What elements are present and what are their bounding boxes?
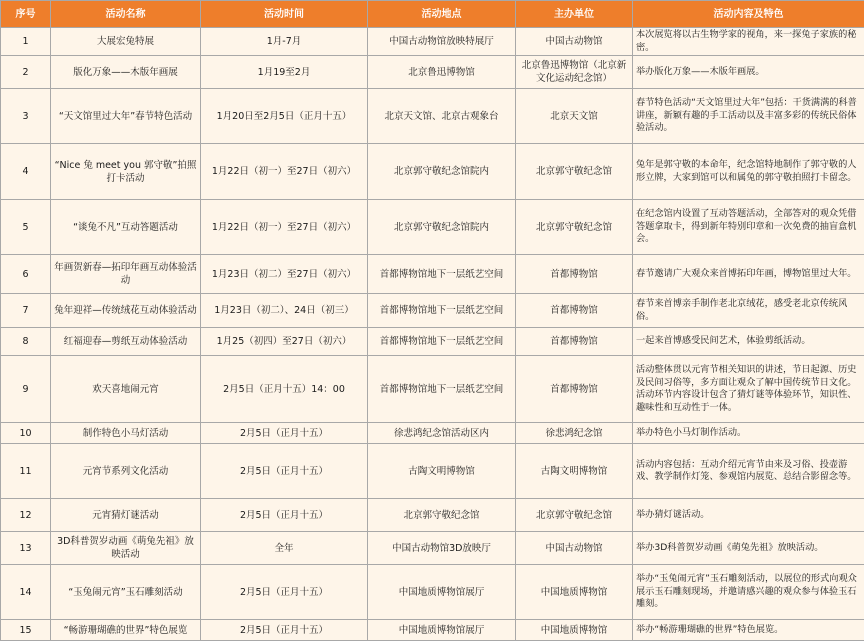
row-place: 古陶文明博物馆 <box>368 444 516 499</box>
row-place: 北京郭守敬纪念馆院内 <box>368 200 516 255</box>
row-name: 元宵猜灯谜活动 <box>51 499 201 532</box>
row-organizer: 首都博物馆 <box>516 328 633 356</box>
row-content: 举办“畅游珊瑚礁的世界”特色展览。 <box>633 620 864 641</box>
row-place: 北京郭守敬纪念馆 <box>368 499 516 532</box>
row-organizer: 北京天文馆 <box>516 89 633 144</box>
table-row <box>1 294 864 328</box>
row-time: 1月23日（初二）、24日（初三） <box>201 294 368 328</box>
row-index: 15 <box>1 620 51 641</box>
row-name: 制作特色小马灯活动 <box>51 423 201 444</box>
row-organizer: 古陶文明博物馆 <box>516 444 633 499</box>
row-organizer: 中国地质博物馆 <box>516 620 633 641</box>
row-organizer: 首都博物馆 <box>516 294 633 328</box>
row-content: 兔年是郭守敬的本命年，纪念馆特地制作了郭守敬的人形立牌，大家到馆可以和属兔的郭守敬拍照打卡留念。 <box>633 144 864 200</box>
table-header <box>1 1 864 28</box>
row-time: 2月5日（正月十五） <box>201 444 368 499</box>
row-name: “谈兔不凡”互动答题活动 <box>51 200 201 255</box>
header-organizer: 主办单位 <box>516 1 633 28</box>
row-index: 4 <box>1 144 51 200</box>
row-time: 1月-7月 <box>201 28 368 56</box>
table-row <box>1 423 864 444</box>
row-place: 中国古动物馆放映特展厅 <box>368 28 516 56</box>
row-index: 10 <box>1 423 51 444</box>
table-row <box>1 56 864 89</box>
row-place: 首都博物馆地下一层纸艺空间 <box>368 294 516 328</box>
row-organizer: 中国古动物馆 <box>516 532 633 565</box>
row-name: “Nice 兔 meet you 郭守敬”拍照打卡活动 <box>51 144 201 200</box>
row-index: 5 <box>1 200 51 255</box>
row-time: 1月22日（初一）至27日（初六） <box>201 144 368 200</box>
row-index: 8 <box>1 328 51 356</box>
row-index: 6 <box>1 255 51 294</box>
row-index: 13 <box>1 532 51 565</box>
row-content: 活动内容包括：互动介绍元宵节由来及习俗、投壶游戏、教学制作灯笼、参观馆内展览、总结合影留念等。 <box>633 444 864 499</box>
table-row <box>1 328 864 356</box>
row-name: 大展宏兔特展 <box>51 28 201 56</box>
header-row <box>1 1 864 28</box>
row-place: 中国地质博物馆展厅 <box>368 565 516 620</box>
row-content: 春节邀请广大观众来首博拓印年画，博物馆里过大年。 <box>633 255 864 294</box>
header-place: 活动地点 <box>368 1 516 28</box>
row-index: 14 <box>1 565 51 620</box>
row-content: 举办版化万象——木版年画展。 <box>633 56 864 89</box>
row-place: 中国地质博物馆展厅 <box>368 620 516 641</box>
row-name: 兔年迎祥—传统绒花互动体验活动 <box>51 294 201 328</box>
row-content: 春节来首博亲手制作老北京绒花，感受老北京传统风俗。 <box>633 294 864 328</box>
row-organizer: 北京鲁迅博物馆（北京新文化运动纪念馆） <box>516 56 633 89</box>
row-time: 2月5日（正月十五） <box>201 565 368 620</box>
header-name: 活动名称 <box>51 1 201 28</box>
table-row <box>1 144 864 200</box>
row-organizer: 中国地质博物馆 <box>516 565 633 620</box>
row-time: 1月25（初四）至27日（初六） <box>201 328 368 356</box>
row-name: 3D科普贺岁动画《萌兔先祖》放映活动 <box>51 532 201 565</box>
row-content: 举办“玉兔闹元宵”玉石雕刻活动，以展位的形式向观众展示玉石雕刻现场，并邀请感兴趣的观众参与体验玉石雕刻。 <box>633 565 864 620</box>
table-row <box>1 200 864 255</box>
row-name: “畅游珊瑚礁的世界”特色展览 <box>51 620 201 641</box>
row-name: 红福迎春—剪纸互动体验活动 <box>51 328 201 356</box>
row-content: 举办3D科普贺岁动画《萌兔先祖》放映活动。 <box>633 532 864 565</box>
row-name: 版化万象——木版年画展 <box>51 56 201 89</box>
row-content: 活动整体贯以元宵节相关知识的讲述，节日起源、历史及民间习俗等，多方面让观众了解中国传统节日文化。活动环节内容设计包含了猜灯谜等体验环节，知识性、趣味性和互动性于一体。 <box>633 356 864 423</box>
row-name: “玉兔闹元宵”玉石雕刻活动 <box>51 565 201 620</box>
row-time: 全年 <box>201 532 368 565</box>
row-place: 北京天文馆、北京古观象台 <box>368 89 516 144</box>
row-organizer: 中国古动物馆 <box>516 28 633 56</box>
row-index: 12 <box>1 499 51 532</box>
table-row <box>1 444 864 499</box>
row-index: 1 <box>1 28 51 56</box>
row-content: 一起来首博感受民间艺术，体验剪纸活动。 <box>633 328 864 356</box>
row-content: 本次展览将以古生物学家的视角，来一探兔子家族的秘密。 <box>633 28 864 56</box>
row-organizer: 北京郭守敬纪念馆 <box>516 144 633 200</box>
row-content: 春节特色活动“天文馆里过大年”包括：干货满满的科普讲座，新颖有趣的手工活动以及丰富多彩的传统民俗体验活动。 <box>633 89 864 144</box>
row-place: 北京郭守敬纪念馆院内 <box>368 144 516 200</box>
row-organizer: 首都博物馆 <box>516 356 633 423</box>
table-row <box>1 620 864 641</box>
row-index: 7 <box>1 294 51 328</box>
row-content: 在纪念馆内设置了互动答题活动，全部答对的观众凭借答题拿取卡，得到新年特别印章和一次免费的抽盲盒机会。 <box>633 200 864 255</box>
row-content: 举办特色小马灯制作活动。 <box>633 423 864 444</box>
header-time: 活动时间 <box>201 1 368 28</box>
row-place: 北京鲁迅博物馆 <box>368 56 516 89</box>
row-place: 中国古动物馆3D放映厅 <box>368 532 516 565</box>
row-place: 徐悲鸿纪念馆活动区内 <box>368 423 516 444</box>
row-place: 首都博物馆地下一层纸艺空间 <box>368 255 516 294</box>
row-organizer: 北京郭守敬纪念馆 <box>516 499 633 532</box>
row-time: 2月5日（正月十五） <box>201 423 368 444</box>
row-time: 2月5日（正月十五） <box>201 620 368 641</box>
row-organizer: 首都博物馆 <box>516 255 633 294</box>
header-index: 序号 <box>1 1 51 28</box>
table-row <box>1 532 864 565</box>
table-row <box>1 89 864 144</box>
row-time: 2月5日（正月十五）14：00 <box>201 356 368 423</box>
row-name: 年画贺新春—拓印年画互动体验活动 <box>51 255 201 294</box>
row-organizer: 徐悲鸿纪念馆 <box>516 423 633 444</box>
row-name: “天文馆里过大年”春节特色活动 <box>51 89 201 144</box>
row-time: 1月22日（初一）至27日（初六） <box>201 200 368 255</box>
row-time: 1月20日至2月5日（正月十五） <box>201 89 368 144</box>
row-time: 1月19至2月 <box>201 56 368 89</box>
header-content: 活动内容及特色 <box>633 1 864 28</box>
row-time: 1月23日（初二）至27日（初六） <box>201 255 368 294</box>
table-row <box>1 255 864 294</box>
table-row <box>1 28 864 56</box>
table-row <box>1 356 864 423</box>
row-organizer: 北京郭守敬纪念馆 <box>516 200 633 255</box>
row-index: 2 <box>1 56 51 89</box>
row-index: 11 <box>1 444 51 499</box>
table-row <box>1 565 864 620</box>
row-content: 举办猜灯谜活动。 <box>633 499 864 532</box>
row-index: 3 <box>1 89 51 144</box>
row-place: 首都博物馆地下一层纸艺空间 <box>368 356 516 423</box>
row-index: 9 <box>1 356 51 423</box>
row-place: 首都博物馆地下一层纸艺空间 <box>368 328 516 356</box>
row-name: 元宵节系列文化活动 <box>51 444 201 499</box>
row-time: 2月5日（正月十五） <box>201 499 368 532</box>
row-name: 欢天喜地闹元宵 <box>51 356 201 423</box>
table-row <box>1 499 864 532</box>
table-body <box>1 28 864 641</box>
